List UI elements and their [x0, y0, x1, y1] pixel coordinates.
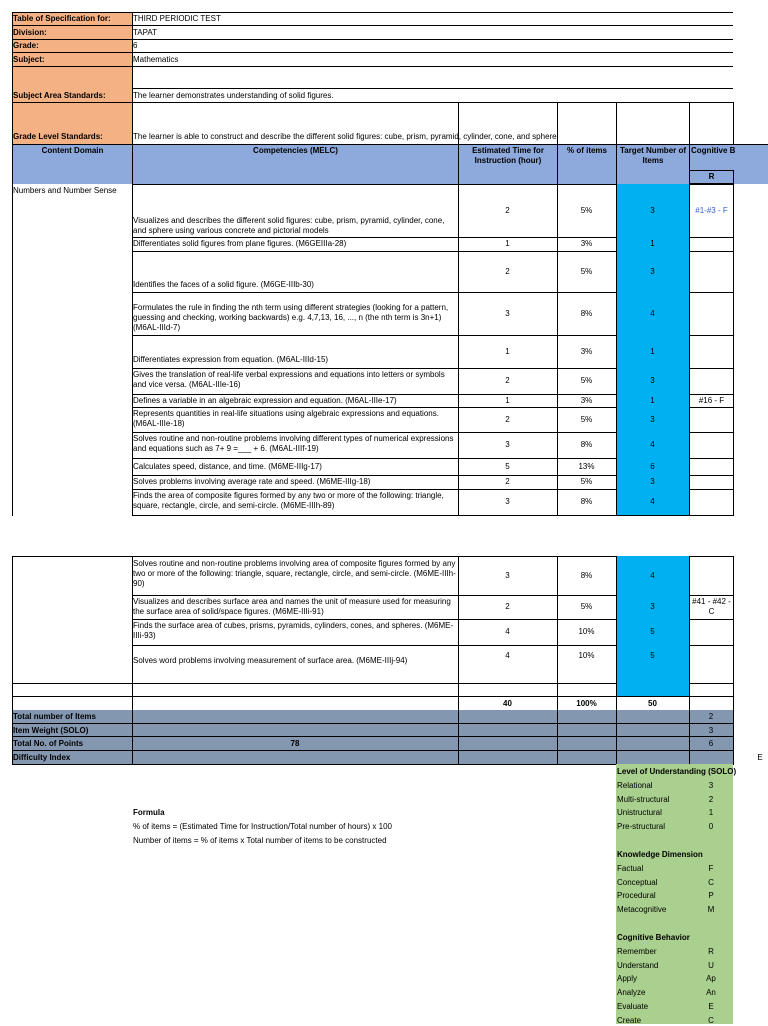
- legend-code: 2: [708, 794, 714, 804]
- competency-text: Solves word problems involving measurement of surface area. (M6ME-IIIj-94): [133, 656, 408, 665]
- legend-code: E: [708, 1002, 714, 1011]
- summary-items-value: 2: [708, 712, 714, 721]
- estimated-time: 5: [505, 461, 510, 471]
- table-spec-value: THIRD PERIODIC TEST: [133, 14, 221, 23]
- legend-code: 0: [708, 822, 714, 832]
- competency-text: Visualizes and describes surface area and names the unit of measure used for measuring the surface area of solid/space figures. (M6ME-IIIi-91): [133, 597, 451, 616]
- subject-label: Subject:: [13, 55, 45, 64]
- grade-value: 6: [133, 41, 138, 50]
- legend-key: Pre-structural: [617, 822, 666, 832]
- legend-key: Procedural: [617, 891, 656, 901]
- legend-title: Cognitive Behavior: [617, 933, 690, 942]
- summary-difficulty-label: Difficulty Index: [13, 753, 71, 762]
- estimated-time: 2: [505, 376, 510, 385]
- header-competencies: Competencies (MELC): [132, 144, 459, 184]
- sas-value: The learner demonstrates understanding of solid figures.: [133, 91, 334, 100]
- percent-items: 10%: [578, 650, 595, 660]
- target-items: 3: [650, 414, 655, 424]
- header-content-domain: Content Domain: [12, 144, 133, 184]
- estimated-time: 2: [505, 205, 510, 215]
- legend-code: C: [708, 1015, 714, 1025]
- legend-title: Knowledge Dimension: [617, 850, 703, 859]
- table-spec-label: Table of Specification for:: [13, 14, 111, 23]
- competency-text: Visualizes and describes the different solid figures: cube, prism, pyramid, cylinder, cone, and sphere using various concrete and pictorial models: [133, 216, 445, 235]
- target-items: 3: [650, 376, 655, 385]
- target-items: 5: [650, 650, 655, 660]
- percent-items: 8%: [580, 440, 593, 449]
- header-r: R: [689, 170, 734, 184]
- legend-code: An: [706, 988, 716, 998]
- legend-title: Level of Understanding (SOLO): [617, 767, 737, 776]
- target-items: 1: [650, 239, 655, 248]
- target-items: 6: [650, 461, 655, 471]
- percent-items: 5%: [580, 414, 593, 424]
- legend-code: C: [708, 877, 714, 887]
- gls-label: Grade Level Standards:: [13, 132, 103, 141]
- summary-items-label: Total number of Items: [13, 712, 96, 721]
- subject-value: Mathematics: [133, 55, 179, 64]
- header-cognitive: Cognitive B: [689, 144, 768, 171]
- percent-items: 8%: [580, 497, 593, 506]
- legend-key: Apply: [617, 974, 638, 984]
- legend-key: Conceptual: [617, 877, 658, 887]
- competency-text: Differentiates expression from equation. (M6AL-IIId-15): [133, 355, 329, 364]
- formula-title: Formula: [133, 808, 165, 817]
- legend-key: Remember: [617, 946, 657, 956]
- legend-key: Metacognitive: [617, 905, 667, 915]
- target-items: 3: [650, 205, 655, 215]
- estimated-time: 2: [505, 266, 510, 276]
- competency-text: Gives the translation of real-life verbal expressions and equations into letters or symbols and vice versa. (M6AL-IIIe-16): [133, 370, 445, 389]
- legend-key: Multi-structural: [617, 794, 670, 804]
- competency-text: Calculates speed, distance, and time. (M6ME-IIIg-17): [133, 462, 322, 471]
- competency-text: Solves problems involving average rate and speed. (M6ME-IIIg-18): [133, 477, 371, 486]
- estimated-time: 3: [505, 497, 510, 506]
- percent-items: 5%: [580, 266, 593, 276]
- cognitive-r-cell: #1-#3 - F: [695, 205, 728, 215]
- summary-difficulty-value: E: [757, 753, 763, 762]
- formula-line-2: Number of items = % of items x Total number of items to be constructed: [133, 836, 387, 845]
- legend-code: 3: [708, 780, 714, 790]
- legend-key: Unistructural: [617, 808, 662, 818]
- cognitive-r-cell: #41 - #42 - C: [692, 597, 731, 616]
- summary-block: [12, 710, 733, 764]
- competency-text: Solves routine and non-routine problems involving different types of numerical expressions and equations such as 7+ 9 =___ + 6. (M6AL-IIIf-19): [133, 434, 454, 453]
- percent-items: 8%: [580, 308, 593, 318]
- estimated-time: 1: [505, 395, 510, 405]
- target-items: 4: [650, 308, 655, 318]
- competency-text: Defines a variable in an algebraic expression and equation. (M6AL-IIIe-17): [133, 396, 397, 405]
- total-time: 40: [503, 699, 512, 708]
- total-percent: 100%: [576, 699, 597, 708]
- target-items: 5: [650, 627, 655, 636]
- percent-items: 13%: [578, 461, 595, 471]
- target-items: 3: [650, 477, 655, 486]
- percent-items: 3%: [580, 346, 593, 356]
- legend-key: Relational: [617, 780, 653, 790]
- legend-code: R: [708, 946, 714, 956]
- legend-code: M: [707, 905, 715, 915]
- percent-items: 3%: [580, 395, 593, 405]
- target-items: 1: [650, 395, 655, 405]
- estimated-time: 2: [505, 414, 510, 424]
- division-value: TAPAT: [133, 28, 157, 37]
- summary-points-value: 6: [708, 739, 714, 748]
- percent-items: 3%: [580, 239, 593, 248]
- summary-points-label: Total No. of Points: [13, 739, 84, 748]
- competency-text: Finds the surface area of cubes, prisms, pyramids, cylinders, cones, and spheres. (M6ME-IIIi-93): [133, 621, 454, 640]
- legend-code: Ap: [706, 974, 716, 984]
- header-target: Target Number of Items: [616, 144, 690, 184]
- content-domain-value: Numbers and Number Sense: [13, 186, 117, 195]
- estimated-time: 3: [505, 308, 510, 318]
- estimated-time: 3: [505, 440, 510, 449]
- legend-key: Understand: [617, 960, 659, 970]
- legend-key: Analyze: [617, 988, 646, 998]
- formula-line-1: % of items = (Estimated Time for Instruction/Total number of hours) x 100: [133, 822, 392, 831]
- legend-code: U: [708, 960, 714, 970]
- gls-value: The learner is able to construct and describe the different solid figures: cube, prism, pyramid, cylinder, cone, and sphere: [133, 132, 557, 141]
- target-items: 4: [650, 570, 655, 580]
- legend-key: Create: [617, 1015, 642, 1025]
- target-items: 1: [650, 346, 655, 356]
- estimated-time: 2: [505, 602, 510, 611]
- competency-text: Solves routine and non-routine problems involving area of composite figures formed by any two or more of the following: triangle, square, rectangle, circle, and semi-circle. (M6ME-IIIh-90): [133, 559, 456, 588]
- sas-label: Subject Area Standards:: [13, 91, 106, 100]
- legend-code: F: [708, 863, 714, 873]
- estimated-time: 3: [505, 570, 510, 580]
- estimated-time: 2: [505, 477, 510, 486]
- summary-points-total: 78: [290, 739, 300, 748]
- target-items: 4: [650, 440, 655, 449]
- summary-weight-value: 3: [708, 726, 714, 735]
- grade-label: Grade:: [13, 41, 39, 50]
- competency-text: Identifies the faces of a solid figure. (M6GE-IIIb-30): [133, 280, 314, 289]
- competency-text: Finds the area of composite figures formed by any two or more of the following: triangle, square, rectangle, circle, and semi-circle. (M6ME-IIIh-89): [133, 491, 444, 510]
- header-time: Estimated Time for Instruction (hour): [458, 144, 558, 184]
- percent-items: 8%: [580, 570, 593, 580]
- estimated-time: 4: [505, 627, 510, 636]
- competency-text: Formulates the rule in finding the nth term using different strategies (looking for a pattern, guessing and checking, working backwards) e.g. 4,7,13, 16, ..., n (the nth term is 3n+1) (M6AL-IIId-7): [133, 303, 449, 332]
- percent-items: 5%: [580, 205, 593, 215]
- estimated-time: 1: [505, 239, 510, 248]
- legend-key: Evaluate: [617, 1002, 649, 1011]
- target-items: 3: [650, 266, 655, 276]
- competency-text: Differentiates solid figures from plane figures. (M6GEIIIa-28): [133, 239, 347, 248]
- percent-items: 5%: [580, 602, 593, 611]
- percent-items: 5%: [580, 376, 593, 385]
- summary-weight-label: Item Weight (SOLO): [13, 726, 89, 735]
- total-target: 50: [648, 699, 657, 708]
- legend-code: 1: [708, 808, 714, 818]
- estimated-time: 4: [505, 650, 510, 660]
- division-label: Division:: [13, 28, 47, 37]
- cognitive-r-cell: #16 - F: [698, 395, 725, 405]
- target-items: 4: [650, 497, 655, 506]
- estimated-time: 1: [505, 346, 510, 356]
- legend-code: P: [708, 891, 714, 901]
- target-items: 3: [650, 602, 655, 611]
- percent-items: 10%: [578, 627, 595, 636]
- percent-items: 5%: [580, 477, 593, 486]
- legend-key: Factual: [617, 863, 644, 873]
- header-percent: % of items: [557, 144, 617, 184]
- competency-text: Represents quantities in real-life situations using algebraic expressions and equations. (M6AL-IIIe-18): [133, 409, 439, 428]
